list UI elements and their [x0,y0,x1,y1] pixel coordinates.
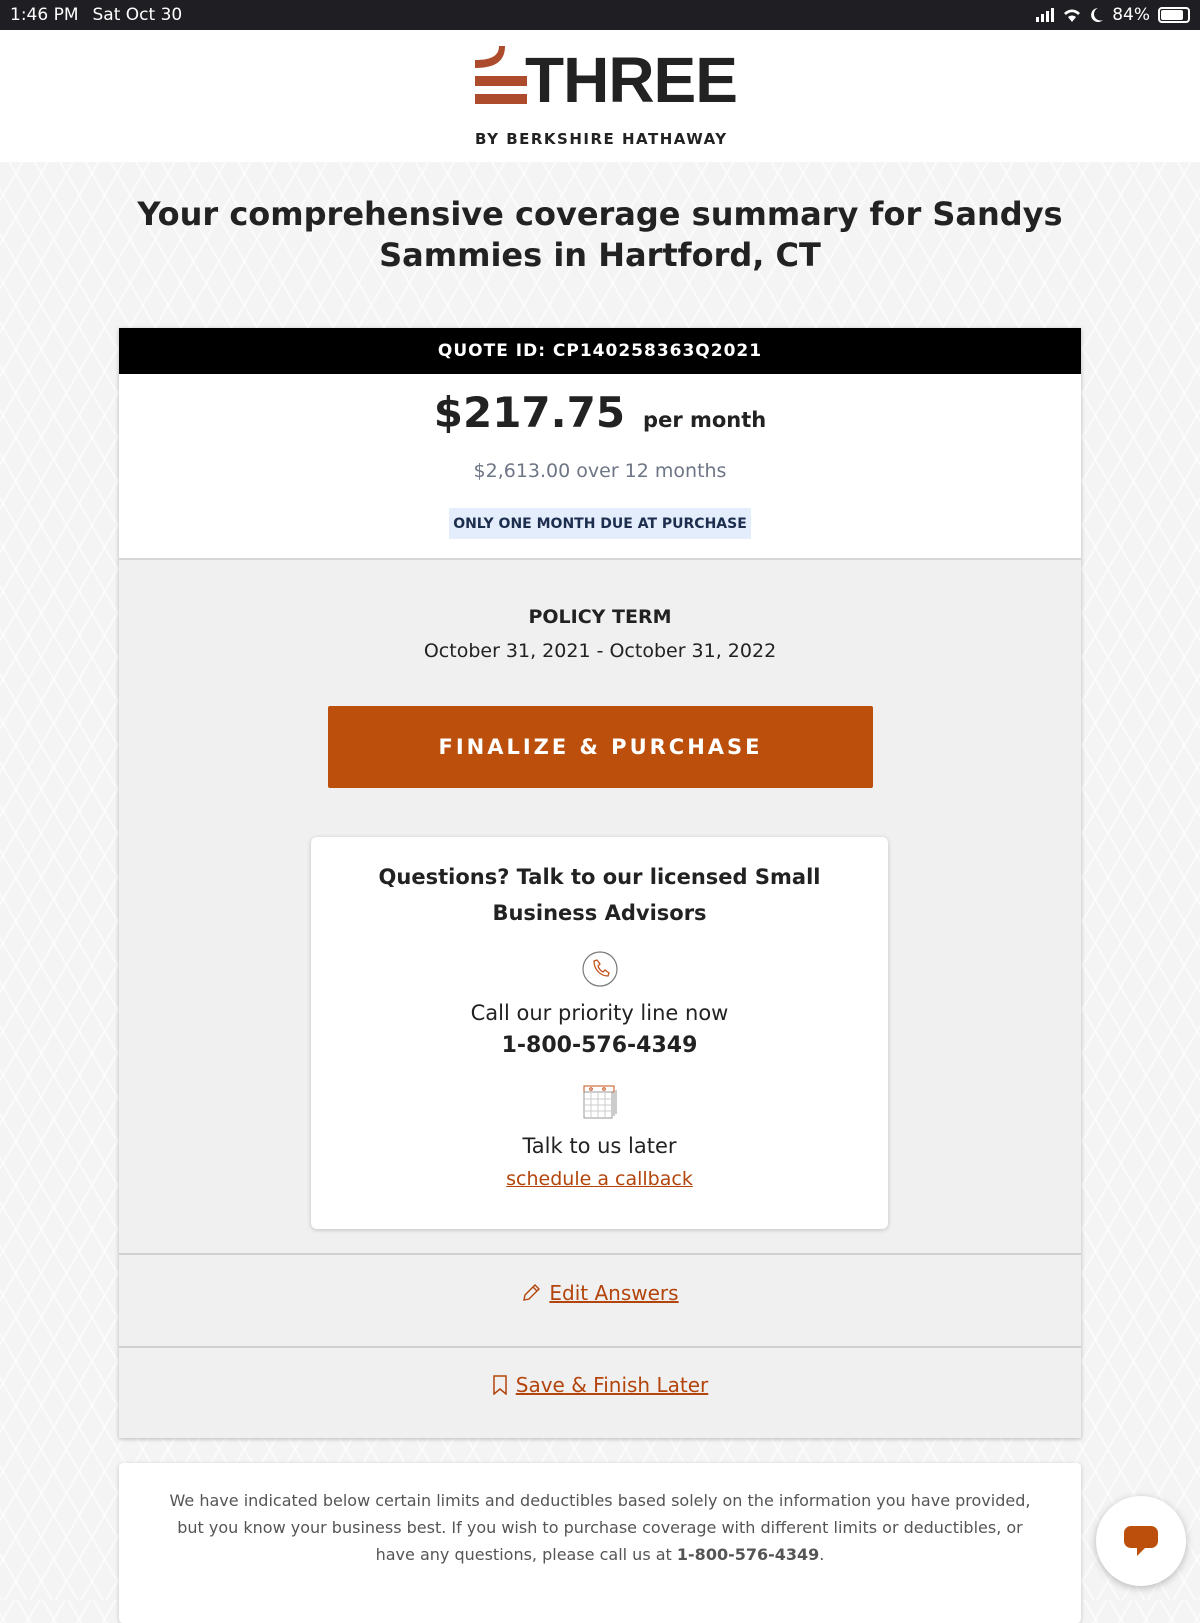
logo-mark-icon [475,46,527,108]
save-finish-later-action[interactable] [119,1373,1081,1397]
monthly-price: $217.75 [433,388,626,437]
advisors-heading: Questions? Talk to our licensed Small Business Advisors [378,865,821,925]
note-text: We have indicated below certain limits and deductibles based solely on the information you have provided, but you know your business best. If you wish to purchase coverage with different limits or deductibles, or have any questions, please call us at [169,1491,1031,1564]
page-title: Your comprehensive coverage summary for Sandys Sammies in Hartford, CT [137,195,1063,274]
policy-term-dates: October 31, 2021 - October 31, 2022 [423,640,777,662]
three-logo[interactable] [475,44,737,148]
calendar-icon [582,1084,618,1120]
policy-term-label: POLICY TERM [528,606,672,628]
note-phone[interactable]: 1-800-576-4349 [676,1545,820,1564]
status-bar [0,0,1200,30]
signal-icon [1036,8,1054,22]
pencil-icon [521,1283,541,1303]
battery-percent: 84% [1112,5,1150,25]
annual-price: $2,613.00 over 12 months [473,460,727,482]
bookmark-icon [492,1375,508,1395]
note-end: . [819,1545,825,1564]
wifi-icon [1062,7,1082,23]
logo-tagline: BY BERKSHIRE HATHAWAY [475,130,728,148]
save-finish-later-link[interactable]: Save & Finish Later [515,1373,709,1397]
edit-answers-action[interactable] [119,1281,1081,1305]
finalize-purchase-button[interactable]: FINALIZE & PURCHASE [328,706,873,788]
price-section [119,374,1081,560]
schedule-callback-link[interactable]: schedule a callback [506,1168,693,1190]
quote-summary-card [119,328,1081,1438]
edit-answers-link[interactable]: Edit Answers [549,1281,679,1305]
divider [119,1346,1081,1348]
status-time: 1:46 PM [10,5,79,25]
logo-wordmark: THREE [525,44,737,116]
battery-icon [1158,7,1190,23]
advisor-phone[interactable]: 1-800-576-4349 [501,1033,698,1058]
divider [119,1253,1081,1255]
per-month-label: per month [643,408,767,432]
later-text: Talk to us later [522,1134,677,1158]
site-header [0,30,1200,162]
phone-icon [582,951,618,987]
limits-note [119,1463,1081,1623]
moon-icon [1090,7,1104,23]
quote-id: QUOTE ID: CP140258363Q2021 [119,328,1081,374]
due-badge: ONLY ONE MONTH DUE AT PURCHASE [449,508,751,539]
call-text: Call our priority line now [470,1001,729,1025]
chat-button[interactable] [1096,1496,1186,1586]
advisors-box [311,837,888,1229]
chat-bubble-icon [1123,1524,1159,1558]
status-date: Sat Oct 30 [92,5,183,25]
